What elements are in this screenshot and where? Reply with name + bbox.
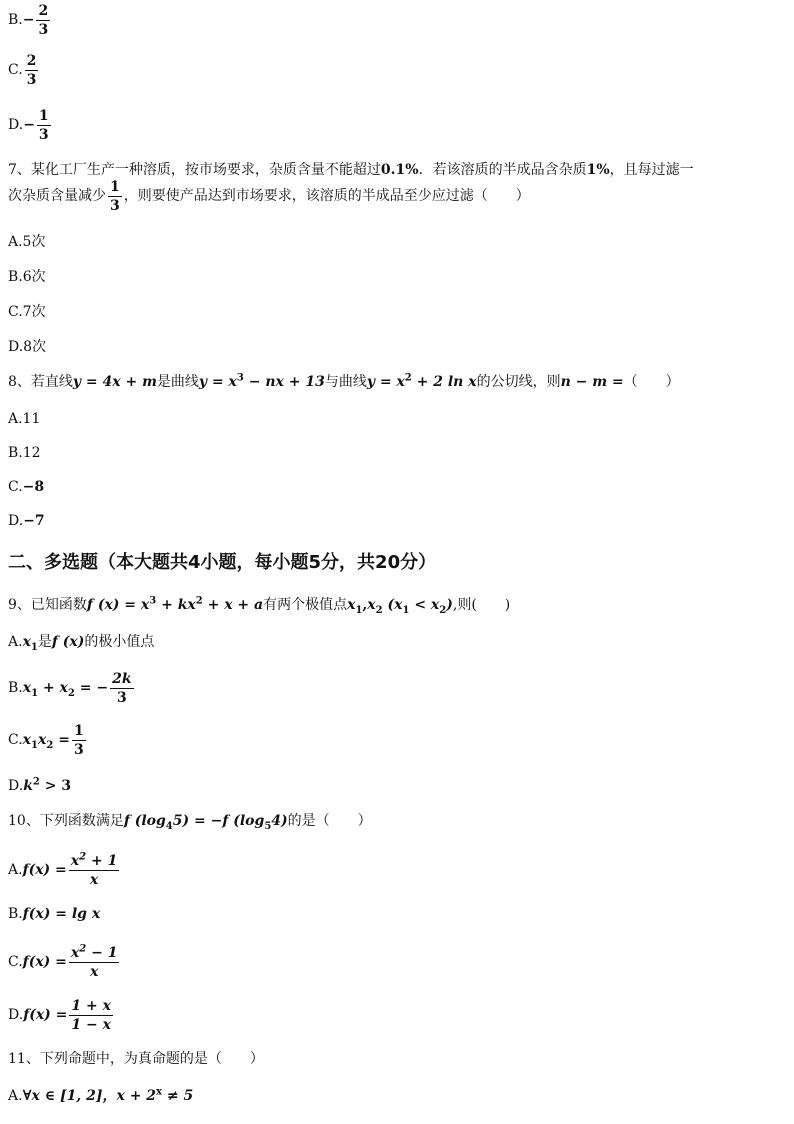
question-10-option-b: B.f(x) = lg x (8, 906, 101, 922)
question-7-stem-line2: 次杂质含量减少 $\frac{1}{3}$ ，则要使产品达到市场要求，该溶质的半成品至少应过滤（ ） (8, 178, 530, 214)
question-7-stem-line1: 7、某化工厂生产一种溶质，按市场要求，杂质含量不能超过0.1%．若该溶质的半成品含杂质1%，且每过滤一 (8, 162, 694, 178)
question-10-option-c: C.f(x) = $\frac{x^2 - 1}{x}$ (8, 942, 118, 980)
question-7-option-d: D.8次 (8, 339, 47, 355)
question-9-stem: 9、已知函数f $(x) = x^3 + kx^2 + x + a$有两个极值点$x_1,x_2$ $(x_1 < x_2)$,则( ) (8, 595, 511, 616)
question-8-option-a: A.11 (8, 411, 41, 427)
fraction: $\frac{2}{3}$ (38, 2, 49, 38)
question-8-stem: 8、若直线y = 4x + m是曲线$y = x^3$ − nx + 13与曲线$y = x^2 + 2$ ln x的公切线，则n − m =（ ） (8, 372, 680, 390)
question-8-option-d: D.−7 (8, 513, 45, 529)
fraction: $\frac{1}{3}$ (73, 722, 84, 758)
question-11-stem: 11、下列命题中，为真命题的是（ ） (8, 1051, 264, 1067)
fraction: $\frac{x^2 + 1}{x}$ (70, 850, 118, 888)
question-10-option-a: A.f(x) = $\frac{x^2 + 1}{x}$ (8, 850, 118, 888)
option-c-prev: C. $\frac{2}{3}$ (8, 52, 37, 88)
fraction: $\frac{1 + x}{1 - x}$ (71, 997, 111, 1033)
question-7-option-c: C.7次 (8, 304, 46, 320)
fraction: $\frac{1}{3}$ (110, 178, 120, 214)
question-9-option-a: $A.x_1$是f (x)的极小值点 (8, 634, 155, 653)
question-7-option-a: A.5次 (8, 234, 46, 250)
question-10-stem: 10、下列函数满足f $(\log_45) = -f$ $(\log_54)$的是（ ） (8, 813, 372, 832)
question-8-option-c: C.−8 (8, 479, 45, 495)
fraction: $\frac{2k}{3}$ (112, 670, 132, 706)
question-8-option-b: B.12 (8, 445, 41, 461)
question-9-option-d: $D.k^2 > 3$ (8, 776, 72, 794)
question-9-option-c: $C.x_1x_2$ = $\frac{1}{3}$ (8, 722, 84, 758)
question-11-option-a: A.∀x ∈ [1, 2]，$x + 2^x \ne 5$ (8, 1086, 194, 1104)
fraction: $\frac{2}{3}$ (26, 52, 37, 88)
question-10-option-d: D.f(x) = $\frac{1 + x}{1 - x}$ (8, 997, 111, 1033)
question-7-option-b: B.6次 (8, 269, 46, 285)
question-9-option-b: $B.x_1 + x_2$ = − $\frac{2k}{3}$ (8, 670, 132, 706)
fraction: $\frac{x^2 - 1}{x}$ (70, 942, 118, 980)
option-b-prev: B.− $\frac{2}{3}$ (8, 2, 49, 38)
section-title-multiple-choice: 二、多选题（本大题共4小题，每小题5分，共20分） (8, 552, 437, 573)
fraction: $\frac{1}{3}$ (38, 107, 49, 143)
option-d-prev: D.− $\frac{1}{3}$ (8, 107, 49, 143)
